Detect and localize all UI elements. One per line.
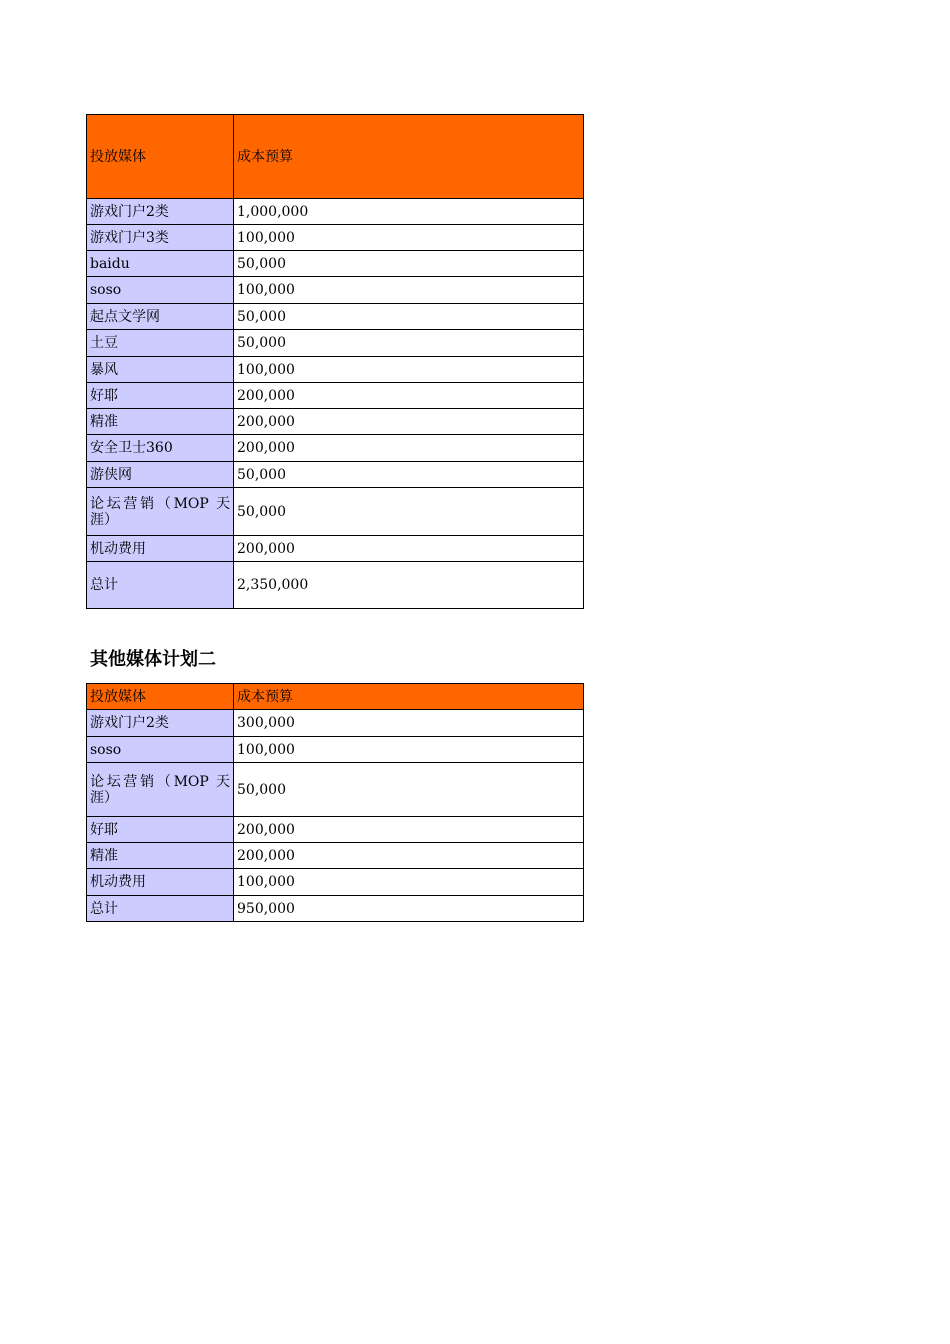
- budget-cell[interactable]: 50,000: [234, 330, 584, 357]
- budget-cell[interactable]: 50,000: [234, 488, 584, 536]
- budget-cell[interactable]: 100,000: [234, 357, 584, 383]
- table-row: [87, 869, 584, 896]
- media-cell[interactable]: 起点文学网: [87, 304, 234, 330]
- media-cell[interactable]: 游戏门户3类: [87, 225, 234, 251]
- media-cell[interactable]: 暴风: [87, 357, 234, 383]
- media-cell[interactable]: 好耶: [87, 383, 234, 409]
- media-cell-text: 论坛营销（MOP 天涯）: [90, 773, 230, 806]
- media-cell-text: 论坛营销（MOP 天涯）: [90, 495, 230, 528]
- media-cell[interactable]: 好耶: [87, 817, 234, 843]
- table-row: [87, 462, 584, 488]
- media-cell[interactable]: 游戏门户2类: [87, 710, 234, 737]
- total-label[interactable]: 总计: [87, 896, 234, 922]
- table-row: [87, 817, 584, 843]
- budget-cell[interactable]: 200,000: [234, 536, 584, 562]
- budget-cell[interactable]: 50,000: [234, 462, 584, 488]
- table-row: [87, 435, 584, 462]
- media-cell[interactable]: soso: [87, 737, 234, 763]
- header-row: [87, 684, 584, 710]
- media-cell[interactable]: [87, 763, 234, 817]
- table-row: [87, 536, 584, 562]
- media-cell[interactable]: 机动费用: [87, 869, 234, 896]
- media-cell[interactable]: baidu: [87, 251, 234, 277]
- budget-cell[interactable]: 200,000: [234, 817, 584, 843]
- media-cell[interactable]: 精准: [87, 409, 234, 435]
- media-cell[interactable]: 精准: [87, 843, 234, 869]
- table-row: [87, 330, 584, 357]
- table-row: [87, 383, 584, 409]
- total-row: [87, 562, 584, 609]
- budget-cell[interactable]: 200,000: [234, 435, 584, 462]
- table-row: [87, 357, 584, 383]
- header-row: [87, 115, 584, 199]
- media-budget-table-1: [86, 114, 584, 609]
- budget-cell[interactable]: 200,000: [234, 843, 584, 869]
- table-row: [87, 199, 584, 225]
- media-cell[interactable]: 土豆: [87, 330, 234, 357]
- media-cell[interactable]: 机动费用: [87, 536, 234, 562]
- media-cell[interactable]: 游戏门户2类: [87, 199, 234, 225]
- header-budget[interactable]: 成本预算: [234, 115, 584, 199]
- budget-cell[interactable]: 50,000: [234, 251, 584, 277]
- total-value[interactable]: 950,000: [234, 896, 584, 922]
- table-row: [87, 277, 584, 304]
- table-row: [87, 763, 584, 817]
- media-cell[interactable]: soso: [87, 277, 234, 304]
- budget-cell[interactable]: 100,000: [234, 277, 584, 304]
- media-budget-table-2: [86, 683, 584, 922]
- total-row: [87, 896, 584, 922]
- budget-cell[interactable]: 200,000: [234, 383, 584, 409]
- media-cell[interactable]: 安全卫士360: [87, 435, 234, 462]
- table-row: [87, 488, 584, 536]
- total-label[interactable]: 总计: [87, 562, 234, 609]
- budget-cell[interactable]: 100,000: [234, 737, 584, 763]
- media-cell[interactable]: [87, 488, 234, 536]
- table-row: [87, 737, 584, 763]
- table-row: [87, 409, 584, 435]
- header-media[interactable]: 投放媒体: [87, 115, 234, 199]
- header-budget[interactable]: 成本预算: [234, 684, 584, 710]
- budget-cell[interactable]: 50,000: [234, 763, 584, 817]
- budget-cell[interactable]: 100,000: [234, 225, 584, 251]
- header-media[interactable]: 投放媒体: [87, 684, 234, 710]
- budget-cell[interactable]: 300,000: [234, 710, 584, 737]
- table-row: [87, 251, 584, 277]
- table-row: [87, 710, 584, 737]
- budget-cell[interactable]: 200,000: [234, 409, 584, 435]
- budget-cell[interactable]: 100,000: [234, 869, 584, 896]
- table-row: [87, 225, 584, 251]
- section-title: 其他媒体计划二: [90, 649, 216, 670]
- budget-cell[interactable]: 50,000: [234, 304, 584, 330]
- total-value[interactable]: 2,350,000: [234, 562, 584, 609]
- budget-cell[interactable]: 1,000,000: [234, 199, 584, 225]
- table-row: [87, 843, 584, 869]
- media-cell[interactable]: 游侠网: [87, 462, 234, 488]
- table-row: [87, 304, 584, 330]
